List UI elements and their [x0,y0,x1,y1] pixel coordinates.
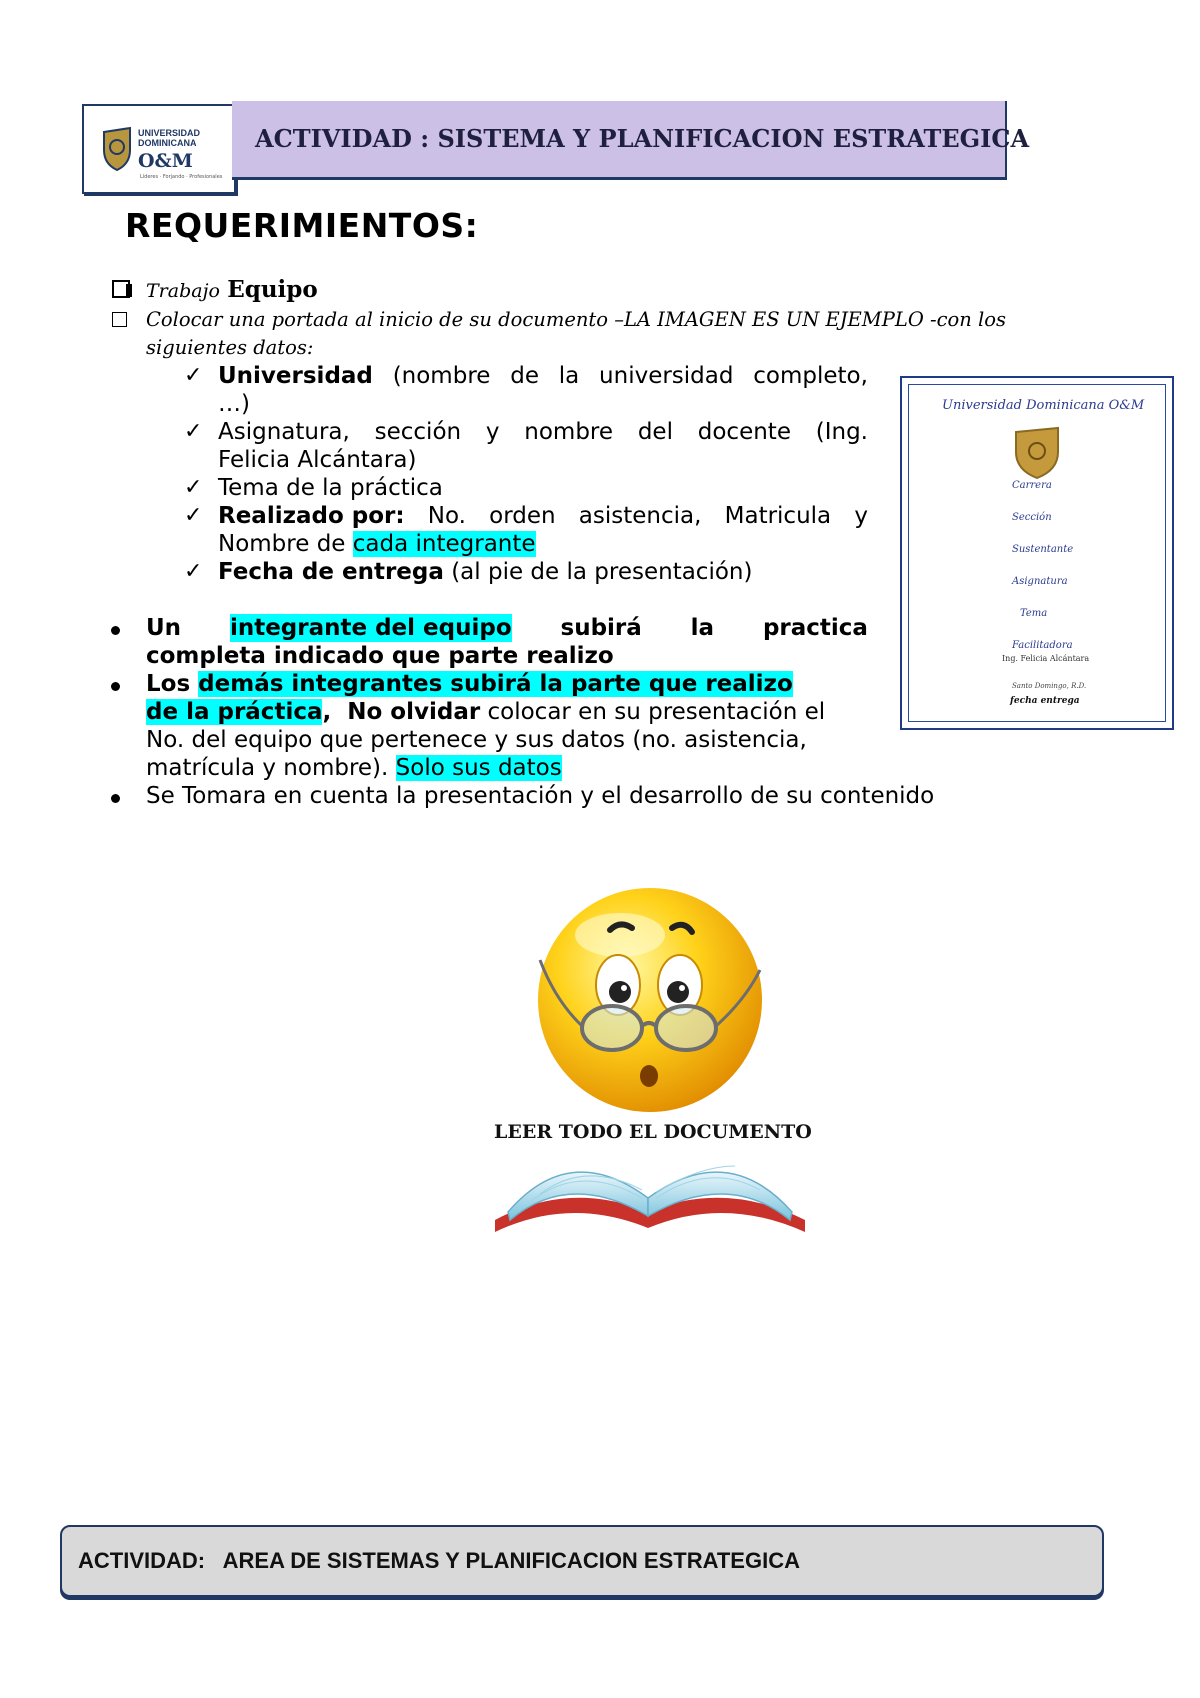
logo-tagline: Líderes · Forjando · Profesionales [140,174,223,180]
requirements-heading: REQUERIMIENTOS: [125,206,479,245]
check-tema: Tema de la práctica [218,475,443,501]
reading-smiley-illustration [460,880,840,1260]
item-trabajo: Trabajo [146,280,220,302]
bullet-icon [111,682,120,691]
cover-facilitator-name: Ing. Felicia Alcántara [1002,654,1090,663]
check-icon: ✓ [184,419,203,444]
check-realizado-cont: Nombre de cada integrante [218,531,536,557]
university-logo [82,104,236,194]
item-equipo: Equipo [227,276,318,303]
check-asignatura-cont: Felicia Alcántara) [218,447,417,473]
logo-line-1: UNIVERSIDAD [138,128,201,138]
cover-field-facilitadora: Facilitadora [1012,640,1073,651]
checkbox-icon [112,312,127,327]
page-title: ACTIVIDAD : SISTEMA Y PLANIFICACION ESTRATEGICA [255,124,1030,153]
cover-place: Santo Domingo, R.D. [1012,682,1087,690]
check-universidad-cont: …) [218,391,250,417]
bullet-members-line3: No. del equipo que pertenece y sus datos (no. asistencia, [146,727,807,753]
sample-cover-image [900,376,1174,730]
cover-field-sustentante: Sustentante [1012,544,1074,555]
shield-icon [1012,426,1062,480]
portada-instruction-line1: Colocar una portada al inicio de su documento –LA IMAGEN ES UN EJEMPLO -con los [146,308,1006,331]
bullet-members-line4: matrícula y nombre). Solo sus datos [146,755,562,781]
check-icon: ✓ [184,503,203,528]
bullet-members-line2: de la práctica, No olvidar colocar en su presentación el [146,699,826,725]
check-icon: ✓ [184,363,203,388]
check-asignatura: Asignatura, sección y nombre del docente (Ing. [218,419,868,445]
portada-instruction-line2: siguientes datos: [146,336,314,359]
cover-field-tema: Tema [1020,608,1048,619]
checkbox-shadow [126,284,132,297]
bullet-icon [111,794,120,803]
bullet-members-line1: Los demás integrantes subirá la parte que realizo [146,671,793,697]
logo-om: O&M [138,150,193,172]
cover-date: fecha entrega [1010,696,1080,706]
bullet-upload-line2: completa indicado que parte realizo [146,643,614,669]
check-universidad: Universidad (nombre de la universidad completo, [218,363,868,389]
check-icon: ✓ [184,559,203,584]
bullet-icon [111,626,120,635]
cover-field-seccion: Sección [1012,512,1052,523]
check-fecha: Fecha de entrega (al pie de la presentación) [218,559,753,585]
bullet-upload-line1: Un integrante del equipo subirá la practica [146,615,868,641]
cover-field-carrera: Carrera [1012,480,1052,491]
illustration-caption: LEER TODO EL DOCUMENTO [494,1121,812,1143]
check-realizado: Realizado por: No. orden asistencia, Matricula y [218,503,868,529]
cover-title: Universidad Dominicana O&M [942,398,1145,413]
footer-text: ACTIVIDAD: AREA DE SISTEMAS Y PLANIFICACION ESTRATEGICA [78,1548,800,1573]
cover-field-asignatura: Asignatura [1012,576,1068,587]
logo-line-2: DOMINICANA [138,138,197,148]
bullet-presentation: Se Tomara en cuenta la presentación y el desarrollo de su contenido [146,783,935,809]
check-icon: ✓ [184,475,203,500]
